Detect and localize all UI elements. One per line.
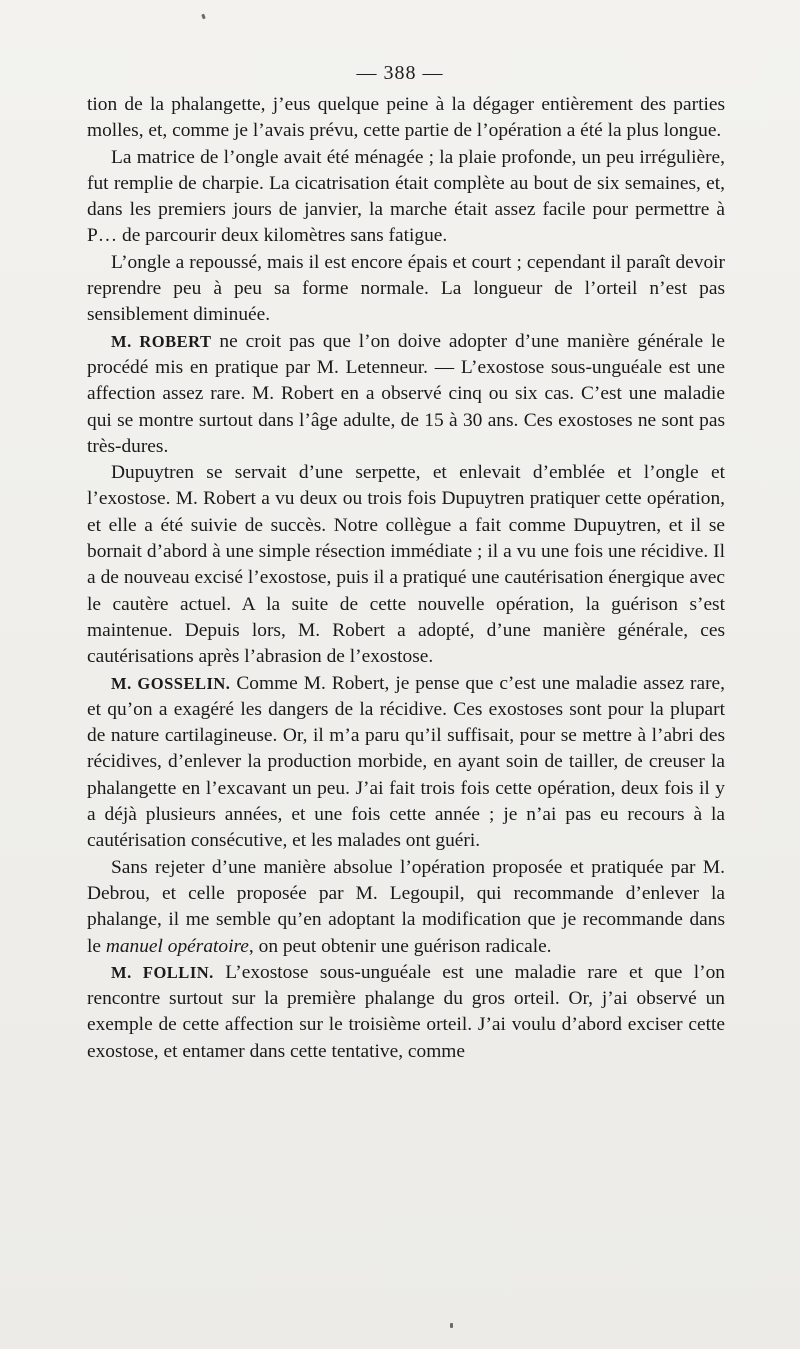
speaker-name: M. FOLLIN. xyxy=(111,962,214,982)
paragraph-text: Dupuytren se servait d’une serpette, et enlevait d’emblée et l’ongle et l’exostose. M. Robert a vu deux ou trois fois Dupuytren pratiquer cette opération, et elle a été suivie de succès. Notre collègue a fait comme Dupuytren, et il se bornait d’abord à une simple résection immédiate ; il a vu une fois une récidive. Il a de nouveau excisé l’exostose, puis il a pratiqué une cautérisation énergique avec le cautère actuel. A la suite de cette nouvelle opération, la guérison s’est maintenue. Depuis lors, M. Robert a adopté, d’une manière générale, ces cautérisations après l’abrasion de l’exostose. xyxy=(87,462,725,668)
ink-speck xyxy=(450,1323,453,1328)
paragraph-2 xyxy=(87,145,725,250)
speaker-name: M. GOSSELIN. xyxy=(111,673,231,693)
paragraph-text-after: , on peut obtenir une guérison radicale. xyxy=(248,935,552,957)
page-number: — 388 — xyxy=(356,62,444,84)
paragraph-text: L’ongle a repoussé, mais il est encore épais et court ; cependant il paraît devoir reprendre peu à peu sa forme normale. La longueur de l’orteil n’est pas sensiblement diminuée. xyxy=(87,251,725,326)
paragraph-text: Sans rejeter d’une manière absolue l’opération proposée et pratiquée par M. Debrou, et celle proposée par M. Legoupil, qui recommande d’enlever la phalange, il me semble qu’en adoptant la modification que je recommande dans le xyxy=(87,856,725,957)
paragraph-3 xyxy=(87,250,725,329)
ink-speck xyxy=(201,14,206,20)
paragraph-5 xyxy=(87,460,725,670)
paragraph-text: tion de la phalangette, j’eus quelque peine à la dégager entièrement des parties molles, et, comme je l’avais prévu, cette partie de l’opération a été la plus longue. xyxy=(87,94,725,142)
italic-term: manuel opératoire xyxy=(105,935,249,957)
speaker-name: M. ROBERT xyxy=(111,331,212,351)
paragraph-4 xyxy=(87,329,725,460)
paragraph-1 xyxy=(87,92,725,145)
paragraph-text: Comme M. Robert, je pense que c’est une maladie assez rare, et qu’on a exagéré les dangers de la récidive. Ces exostoses sont pour la plupart de nature cartilagineuse. Or, il m’a paru qu’il suffisait, pour se mettre à l’abri des récidives, d’enlever la production morbide, en ayant soin de tailler, de creuser la phalangette en l’excavant un peu. J’ai fait trois fois cette opération, deux fois il y a déjà plusieurs années, et une fois cette année ; je n’ai pas eu recours à la cautérisation consécutive, et les malades ont guéri. xyxy=(87,672,725,852)
paragraph-8 xyxy=(87,960,725,1065)
paragraph-text: ne croit pas que l’on doive adopter d’une manière générale le procédé mis en pratique par M. Letenneur. — L’exostose sous-unguéale est une affection assez rare. M. Robert en a observé cinq ou six cas. C’est une maladie qui se montre surtout dans l’âge adulte, de 15 à 30 ans. Ces exostoses ne sont pas très-dures. xyxy=(87,330,725,457)
paragraph-6 xyxy=(87,671,725,855)
body-text xyxy=(87,92,725,1065)
paragraph-text: La matrice de l’ongle avait été ménagée ; la plaie profonde, un peu irrégulière, fut remplie de charpie. La cicatrisation était complète au bout de six semaines, et, dans les premiers jours de janvier, la marche était assez facile pour permettre à P… de parcourir deux kilomètres sans fatigue. xyxy=(87,146,725,247)
paragraph-7 xyxy=(87,855,725,960)
paragraph-text: L’exostose sous-unguéale est une maladie rare et que l’on rencontre surtout sur la première phalange du gros orteil. Or, j’ai observé un exemple de cette affection sur le troisième orteil. J’ai voulu d’abord exciser cette exostose, et entamer dans cette tentative, comme xyxy=(87,961,725,1062)
